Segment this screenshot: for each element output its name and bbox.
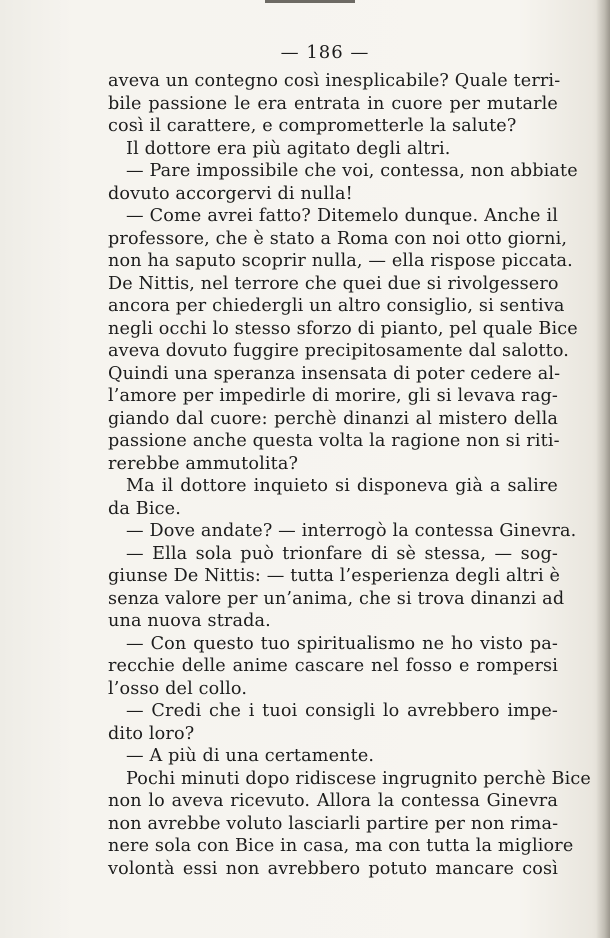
text-line: — Con questo tuo spiritualismo ne ho visto pa- — [126, 633, 558, 654]
text-line: De Nittis, nel terrore che quei due si rivolgessero — [108, 273, 559, 294]
text-line: giunse De Nittis: — tutta l’esperienza degli altri è — [108, 566, 561, 586]
text-line: una nuova strada. — [108, 611, 271, 631]
text-line: rerebbe ammutolita? — [108, 453, 299, 474]
text-line: passione anche questa volta la ragione non si riti- — [108, 431, 560, 451]
text-line: dito loro? — [108, 723, 195, 744]
text-line: — Come avrei fatto? Ditemelo dunque. Anche il — [126, 206, 558, 226]
text-line: Ma il dottore inquieto si disponeva già a salire — [126, 476, 558, 496]
text-line: Pochi minuti dopo ridiscese ingrugnito perchè Bice — [126, 768, 591, 789]
text-line: recchie delle anime cascare nel fosso e rompersi — [108, 656, 558, 676]
text-line: — Dove andate? — interrogò la contessa Ginevra. — [126, 521, 577, 541]
text-line: negli occhi lo stesso sforzo di pianto, pel quale Bice — [108, 318, 578, 339]
body-text — [108, 70, 591, 880]
text-line: ancora per chiedergli un altro consiglio, si sentiva — [108, 296, 565, 316]
text-line: professore, che è stato a Roma con noi otto giorni, — [108, 228, 568, 249]
text-line: giando dal cuore: perchè dinanzi al mistero della — [108, 408, 558, 429]
text-line: — Ella sola può trionfare di sè stessa, — sog- — [126, 543, 558, 564]
text-line: dovuto accorgervi di nulla! — [108, 183, 353, 204]
text-line: da Bice. — [108, 498, 181, 519]
text-line: così il carattere, e comprometterle la salute? — [108, 116, 517, 136]
text-line: aveva dovuto fuggire precipitosamente dal salotto. — [108, 341, 570, 361]
text-line: l’amore per impedirle di morire, gli si levava rag- — [108, 386, 558, 406]
text-line: senza valore per un’anima, che si trova dinanzi ad — [108, 588, 565, 609]
page-number: — 186 — — [280, 42, 370, 63]
text-line: aveva un contegno così inesplicabile? Quale terri- — [108, 71, 561, 91]
text-line: non lo aveva ricevuto. Allora la contessa Ginevra — [108, 791, 558, 811]
text-line: bile passione le era entrata in cuore per mutarle — [108, 93, 558, 114]
text-line: Il dottore era più agitato degli altri. — [126, 138, 451, 159]
text-line: nere sola con Bice in casa, ma con tutta la migliore — [108, 836, 574, 856]
top-edge-mark — [265, 0, 355, 3]
text-line: — Pare impossibile che voi, contessa, non abbiate — [126, 161, 578, 181]
binding-edge-shadow — [596, 0, 610, 938]
text-line: non ha saputo scoprir nulla, — ella rispose piccata. — [108, 251, 573, 271]
text-line: volontà essi non avrebbero potuto mancare così — [108, 858, 558, 879]
text-line: Quindi una speranza insensata di poter cedere al- — [108, 363, 561, 384]
text-line: — Credi che i tuoi consigli lo avrebbero impe- — [126, 701, 558, 721]
text-line: non avrebbe voluto lasciarli partire per non rima- — [108, 813, 559, 834]
text-line: l’osso del collo. — [108, 678, 248, 699]
text-line: — A più di una certamente. — [126, 746, 375, 766]
